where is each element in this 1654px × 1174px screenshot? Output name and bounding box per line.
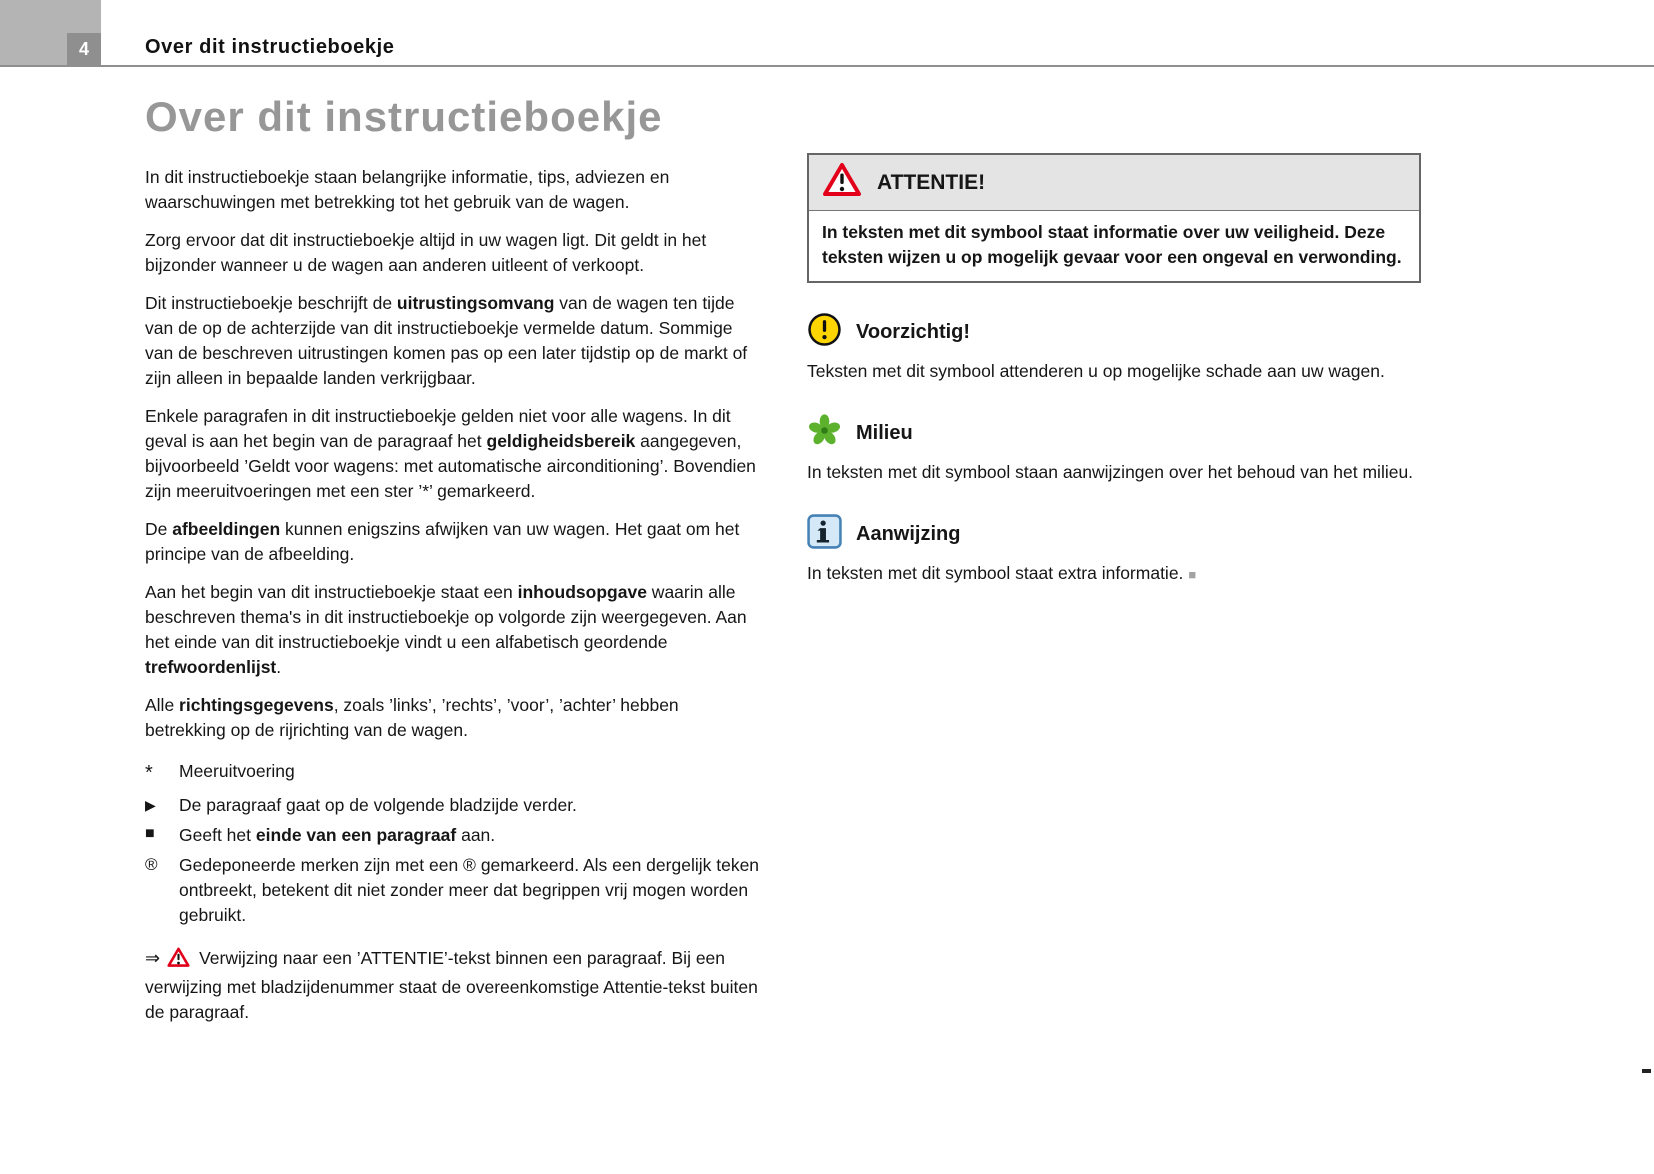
legend-item [145,793,761,818]
environment-section [807,413,1421,485]
note-title: Aanwijzing [856,522,961,545]
text-segment: aangegeven, bijvoorbeeld ’Geldt voor wagens: met automatische airconditioning’. Bovendien zijn meeruitvoeringen met een ster ’*’ gemarkeerd. [145,431,756,502]
text-segment: Alle [145,695,180,716]
paragraph [145,291,761,391]
legend-item [145,759,761,788]
legend-text: De paragraaf gaat op de volgende bladzijde verder. [179,795,577,815]
legend-item [145,853,761,928]
header-rule [0,65,1654,67]
legend-text [179,823,495,848]
text-segment: Dit instructieboekje beschrijft de [145,293,397,314]
bold-term: uitrustingsomvang [396,293,555,314]
reference-arrow: ⇒ [145,948,161,969]
warning-triangle-icon [167,947,190,975]
text-segment: Zorg ervoor dat dit instructieboekje altijd in uw wagen ligt. Dit geldt in het bijzonder wanneer u de wagen aan anderen uitleent of verkoopt. [145,230,707,276]
paragraph [145,228,761,278]
attention-body: In teksten met dit symbool staat informatie over uw veiligheid. Deze teksten wijzen u op mogelijk gevaar voor een ongeval en verwonding. [822,222,1402,267]
text-segment: waarin alle beschreven thema's in dit instructieboekje op volgorde zijn weergegeven. Aan het einde van dit instructieboekje vindt u een alfabetisch geordende [145,582,747,653]
legend-text: Meeruitvoering [179,761,295,782]
page-title: Over dit instructieboekje [145,93,663,140]
environment-body: In teksten met dit symbool staan aanwijzingen over het behoud van het milieu. [807,462,1414,483]
environment-flower-icon [807,413,842,453]
caution-circle-icon [807,312,842,352]
legend-item [145,823,761,848]
text-segment: . [276,657,282,678]
reference-text: Verwijzing naar een ’ATTENTIE’-tekst binnen een paragraaf. Bij een verwijzing met bladzijdenummer staat de overeenkomstige Attentie-tekst buiten de paragraaf. [145,948,758,1023]
paragraph [145,404,761,504]
registered-trademark-symbol: ® [145,855,158,875]
bold-term: inhoudsopgave [517,582,647,603]
text-segment: Enkele paragrafen in dit instructieboekje gelden niet voor alle wagens. In dit geval is aan het begin van de paragraaf het [145,406,731,452]
running-header-title: Over dit instructieboekje [145,36,395,58]
caution-body: Teksten met dit symbool attenderen u op mogelijke schade aan uw wagen. [807,361,1385,381]
note-body [807,561,1421,586]
continuation-triangle-symbol: ▶ [145,797,156,813]
environment-heading-row [807,413,1421,453]
left-column [145,95,761,1038]
text-segment: In teksten met dit symbool staat extra informatie. [807,563,1184,584]
text-segment: Aan het begin van dit instructieboekje staat een [145,582,518,603]
note-heading-row [807,514,1421,554]
bold-term: richtingsgegevens [179,695,334,716]
page-edge-mark [1642,1069,1651,1073]
warning-triangle-icon [822,162,862,203]
end-of-section-mark: ■ [1188,567,1197,583]
bold-term: geldigheidsbereik [486,431,636,452]
paragraph [145,580,761,680]
symbol-legend-list [145,759,761,928]
legend-text: Gedeponeerde merken zijn met een ® gemarkeerd. Als een dergelijk teken ontbreekt, betekent dit niet zonder meer dat begrippen vrij mogen worden gebruikt. [179,855,760,926]
end-of-paragraph-symbol: ■ [145,825,155,843]
bold-term: afbeeldingen [172,519,281,540]
attention-box-header [809,155,1419,211]
star-symbol: * [145,762,153,785]
text-segment: In dit instructieboekje staan belangrijke informatie, tips, adviezen en waarschuwingen met betrekking tot het gebruik van de wagen. [145,167,670,213]
page-number: 4 [67,33,101,65]
text-segment: De [145,519,173,540]
bold-term: trefwoordenlijst [145,657,277,678]
right-column [807,153,1421,586]
text-segment: , zoals ’links’, ’rechts’, ’voor’, ’achter’ hebben betrekking op de rijrichting van de wagen. [145,695,679,741]
paragraph [145,517,761,567]
note-section [807,514,1421,586]
attention-box [807,153,1421,283]
info-icon [807,514,842,554]
caution-title: Voorzichtig! [856,320,971,343]
text-segment: kunnen enigszins afwijken van uw wagen. Het gaat om het principe van de afbeelding. [145,519,740,565]
paragraph [145,165,761,215]
attention-title: ATTENTIE! [877,170,986,194]
paragraph [145,693,761,743]
text-segment: aan. [456,825,496,846]
caution-section [807,312,1421,384]
attention-reference-paragraph [145,946,761,1025]
bold-term: einde van een paragraaf [255,825,457,846]
text-segment: Geeft het [179,825,256,846]
caution-heading-row [807,312,1421,352]
environment-title: Milieu [856,421,913,444]
text-segment: van de wagen ten tijde van de op de achterzijde van dit instructieboekje vermelde datum. Sommige van de beschreven uitrustingen komen pas op een later tijdstip op de markt of zijn alleen in bepaalde landen verkrijgbaar. [145,293,748,389]
